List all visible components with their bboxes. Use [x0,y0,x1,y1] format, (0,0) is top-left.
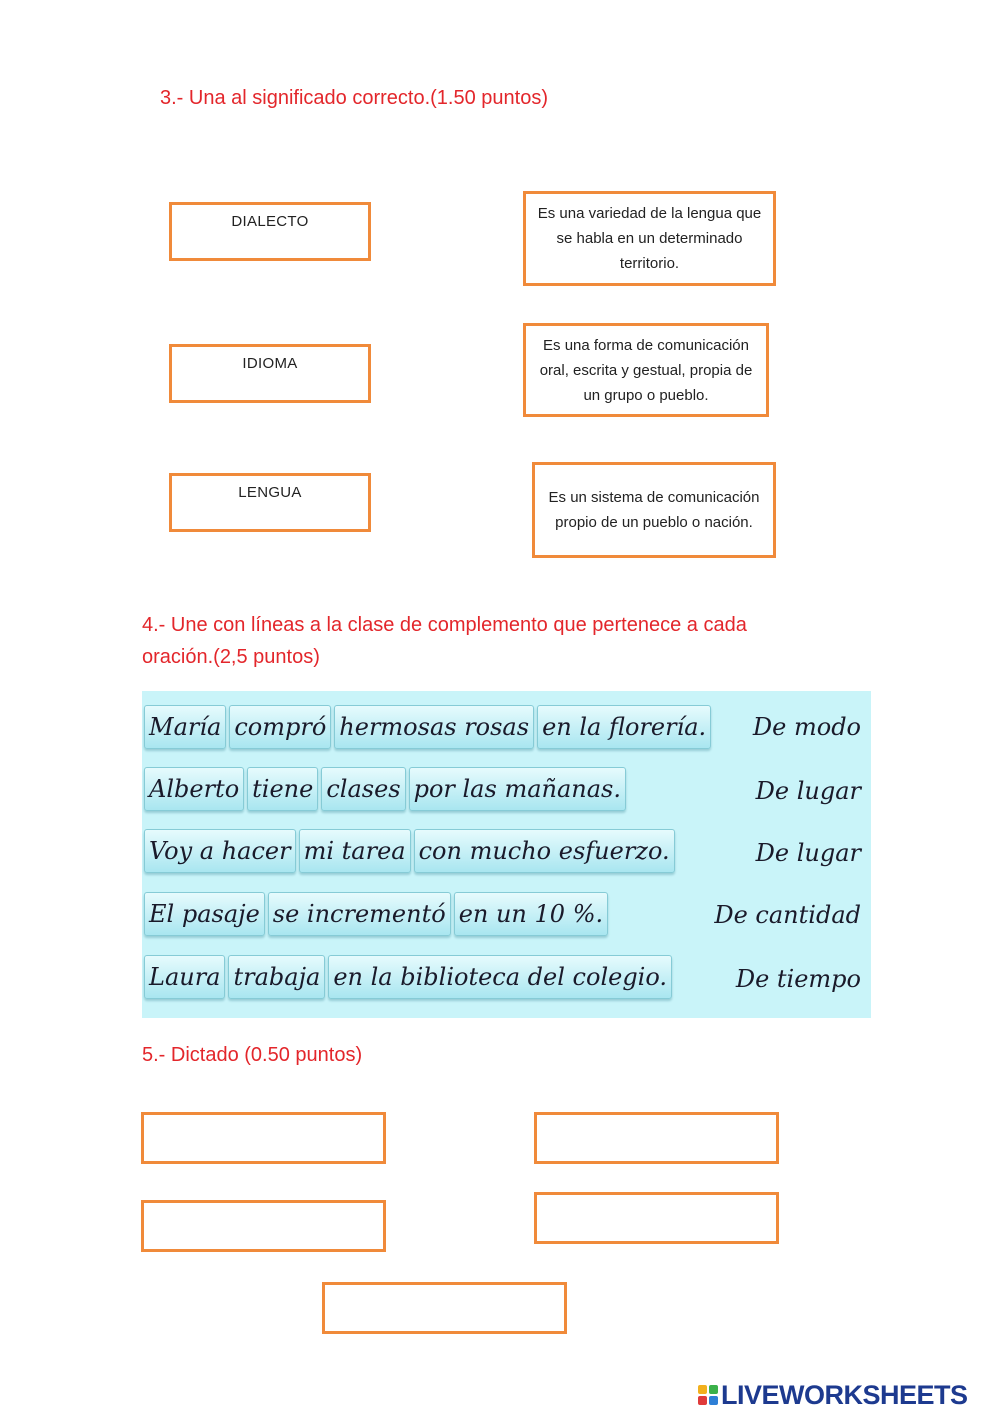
sentence-chip: Laura [144,955,225,999]
term-label: IDIOMA [242,355,298,372]
sentence-chip: trabaja [228,955,325,999]
sentence-chip: en la florería. [537,705,711,749]
dictation-answer-box-2[interactable] [534,1112,779,1164]
dictation-answer-box-1[interactable] [141,1112,386,1164]
logo-square-icon [698,1385,707,1394]
term-label: LENGUA [238,484,302,501]
sentence-chip: El pasaje [144,892,265,936]
definition-box-1[interactable] [523,191,776,286]
liveworksheets-logo [698,1378,968,1412]
term-label: DIALECTO [231,213,309,230]
sentence-chip: hermosas rosas [334,705,534,749]
dictation-answer-box-3[interactable] [141,1200,386,1252]
sentence-row [144,767,629,815]
term-box-lengua[interactable] [169,473,371,532]
category-label: De cantidad [714,901,861,929]
category-label: De modo [752,713,861,741]
category-label: De tiempo [735,965,861,993]
sentence-row [144,705,714,753]
sentence-chip: clases [321,767,405,811]
sentence-row [144,892,611,940]
definition-box-2[interactable] [523,323,769,417]
sentence-chip: Alberto [144,767,244,811]
section-3-title: 3.- Una al significado correcto.(1.50 puntos) [160,87,548,109]
definition-text: Es una variedad de la lengua que se habla en un determinado territorio. [537,205,762,272]
sentence-chip: Voy a hacer [144,829,296,873]
sentence-chip: María [144,705,226,749]
sentence-chip: en un 10 %. [454,892,608,936]
definition-box-3[interactable] [532,462,776,558]
category-label: De lugar [755,839,861,867]
dictation-answer-box-5[interactable] [322,1282,567,1334]
section-4-title: 4.- Une con líneas a la clase de complemento que pertenece a cada oración.(2,5 puntos) [142,614,747,668]
brand-name: LIVEWORKSHEETS [721,1379,968,1410]
sentence-panel [142,691,871,1018]
term-box-idioma[interactable] [169,344,371,403]
definition-text: Es un sistema de comunicación propio de un pueblo o nación. [548,489,760,531]
sentence-row [144,955,675,1003]
sentence-chip: compró [229,705,331,749]
sentence-chip: con mucho esfuerzo. [414,829,675,873]
term-box-dialecto[interactable] [169,202,371,261]
logo-square-icon [709,1396,718,1405]
dictation-answer-box-4[interactable] [534,1192,779,1244]
section-5-title: 5.- Dictado (0.50 puntos) [142,1044,363,1066]
sentence-chip: por las mañanas. [409,767,626,811]
logo-square-icon [698,1396,707,1405]
sentence-row [144,829,678,877]
sentence-chip: mi tarea [299,829,411,873]
category-label: De lugar [755,777,861,805]
sentence-chip: se incrementó [268,892,451,936]
logo-square-icon [709,1385,718,1394]
sentence-chip: en la biblioteca del colegio. [328,955,672,999]
sentence-chip: tiene [247,767,318,811]
liveworksheets-mark-icon [698,1385,718,1405]
definition-text: Es una forma de comunicación oral, escrita y gestual, propia de un grupo o pueblo. [539,336,753,404]
